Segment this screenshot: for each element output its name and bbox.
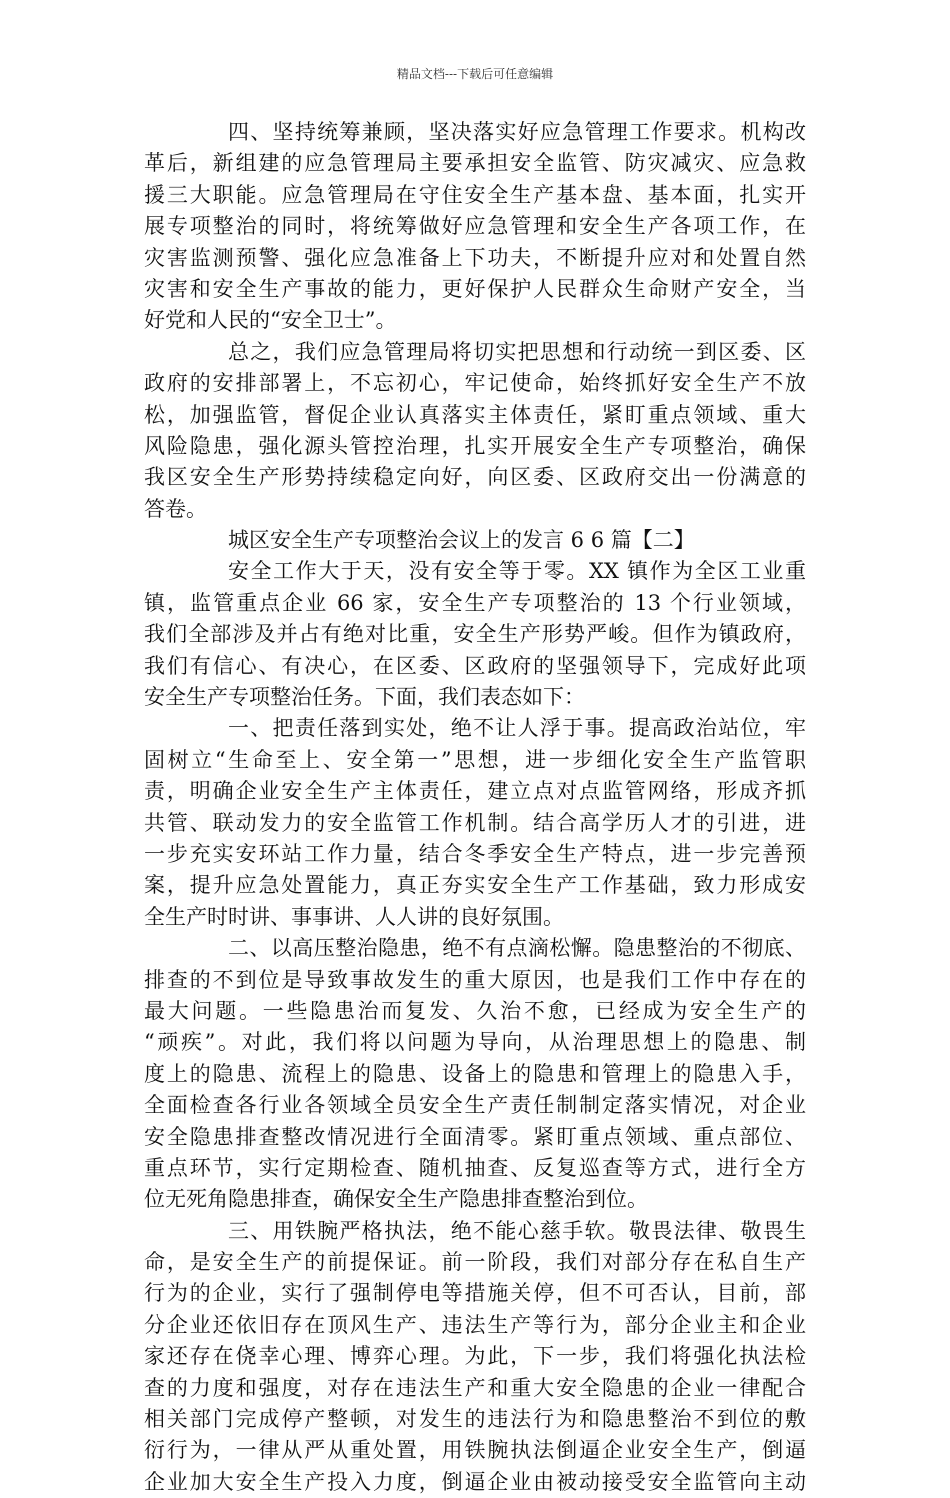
paragraph-line: 全面检查各行业各领域全员安全生产责任制制定落实情况，对企业: [144, 1093, 806, 1118]
paragraph-line: 四、坚持统筹兼顾，坚决落实好应急管理工作要求。机构改: [228, 120, 806, 144]
paragraph-line: 总之，我们应急管理局将切实把思想和行动统一到区委、区: [228, 339, 806, 364]
paragraph-line: 一、把责任落到实处，绝不让人浮于事。提高政治站位，牢: [228, 716, 806, 741]
page-header: 精品文档---下载后可任意编辑: [396, 67, 554, 81]
paragraph-line: 政府的安排部署上，不忘初心，牢记使命，始终抓好安全生产不放: [144, 371, 806, 396]
paragraph-line: 松，加强监管，督促企业认真落实主体责任，紧盯重点领域、重大: [144, 402, 806, 427]
paragraph-intro-statement: [144, 556, 806, 713]
paragraph-line: 查的力度和强度，对存在违法生产和重大安全隐患的企业一律配合: [144, 1375, 806, 1400]
paragraph-line: 企业加大安全生产投入力度，倒逼企业由被动接受安全监管向主动: [144, 1469, 806, 1494]
paragraph-line: 我区安全生产形势持续稳定向好，向区委、区政府交出一份满意的: [144, 465, 806, 490]
paragraph-line: 我们有信心、有决心，在区委、区政府的坚强领导下，完成好此项: [144, 653, 806, 678]
paragraph-line: 展专项整治的同时，将统筹做好应急管理和安全生产各项工作，在: [144, 214, 806, 239]
paragraph-line: 案，提升应急处置能力，真正夯实安全生产工作基础，致力形成安: [144, 873, 806, 898]
paragraph-emergency-management: [144, 117, 806, 337]
document-body: [144, 117, 806, 1498]
paragraph-line: 镇，监管重点企业 66 家，安全生产专项整治的 13 个行业领域，: [144, 590, 806, 615]
paragraph-line: 灾害和安全生产事故的能力，更好保护人民群众生命财产安全，当: [144, 276, 806, 301]
paragraph-line: 安全隐患排查整改情况进行全面清零。紧盯重点领域、重点部位、: [144, 1124, 806, 1149]
paragraph-line: 好党和人民的“安全卫士”。: [144, 308, 397, 333]
paragraph-line: 位无死角隐患排查，确保安全生产隐患排查整治到位。: [144, 1187, 648, 1212]
paragraph-line: 重点环节，实行定期检查、随机抽查、反复巡查等方式，进行全方: [144, 1155, 806, 1180]
paragraph-line: 最大问题。一些隐患治而复发、久治不愈，已经成为安全生产的: [144, 998, 806, 1023]
paragraph-line: 衍行为，一律从严从重处置，用铁腕执法倒逼企业安全生产，倒逼: [144, 1438, 806, 1463]
paragraph-line: 安全工作大于天，没有安全等于零。XX 镇作为全区工业重: [228, 559, 806, 584]
paragraph-line: 革后，新组建的应急管理局主要承担安全监管、防灾减灾、应急救: [144, 151, 806, 176]
paragraph-line: 固树立“生命至上、安全第一”思想，进一步细化安全生产监管职: [144, 747, 806, 772]
paragraph-line: 三、用铁腕严格执法，绝不能心慈手软。敬畏法律、敬畏生: [228, 1218, 806, 1243]
paragraph-strict-enforcement: [144, 1216, 806, 1498]
section-heading-text: 城区安全生产专项整治会议上的发言 6 6 篇【二】: [228, 528, 695, 553]
paragraph-responsibility: [144, 713, 806, 933]
paragraph-line: 二、以高压整治隐患，绝不有点滴松懈。隐患整治的不彻底、: [228, 936, 806, 961]
paragraph-line: 相关部门完成停产整顿，对发生的违法行为和隐患整治不到位的敷: [144, 1407, 806, 1432]
paragraph-line: 风险隐患，强化源头管控治理，扎实开展安全生产专项整治，确保: [144, 433, 806, 458]
paragraph-line: 度上的隐患、流程上的隐患、设备上的隐患和管理上的隐患入手，: [144, 1061, 806, 1086]
paragraph-line: 我们全部涉及并占有绝对比重，安全生产形势严峻。但作为镇政府，: [144, 622, 806, 647]
paragraph-line: 责，明确企业安全生产主体责任，建立点对点监管网络，形成齐抓: [144, 779, 806, 804]
paragraph-line: 安全生产专项整治任务。下面，我们表态如下：: [144, 685, 585, 710]
paragraph-line: 分企业还依旧存在顶风生产、违法生产等行为，部分企业主和企业: [144, 1312, 806, 1337]
paragraph-line: 行为的企业，实行了强制停电等措施关停，但不可否认，目前，部: [144, 1281, 806, 1306]
paragraph-line: 命，是安全生产的前提保证。前一阶段，我们对部分存在私自生产: [144, 1250, 806, 1275]
paragraph-line: 共管、联动发力的安全监管工作机制。结合高学历人才的引进，进: [144, 810, 806, 835]
section-heading: [144, 525, 806, 556]
paragraph-line: 排查的不到位是导致事故发生的重大原因，也是我们工作中存在的: [144, 967, 806, 992]
paragraph-line: 全生产时时讲、事事讲、人人讲的良好氛围。: [144, 904, 564, 929]
paragraph-hazard-remediation: [144, 933, 806, 1216]
paragraph-line: 家还存在侥幸心理、博弈心理。为此，下一步，我们将强化执法检: [144, 1344, 806, 1369]
paragraph-line: 一步充实安环站工作力量，结合冬季安全生产特点，进一步完善预: [144, 841, 806, 866]
paragraph-summary: [144, 337, 806, 525]
paragraph-line: “顽疾”。对此，我们将以问题为导向，从治理思想上的隐患、制: [144, 1030, 806, 1055]
paragraph-line: 援三大职能。应急管理局在守住安全生产基本盘、基本面，扎实开: [144, 182, 806, 207]
paragraph-line: 灾害监测预警、强化应急准备上下功夫，不断提升应对和处置自然: [144, 245, 806, 270]
paragraph-line: 答卷。: [144, 496, 207, 521]
